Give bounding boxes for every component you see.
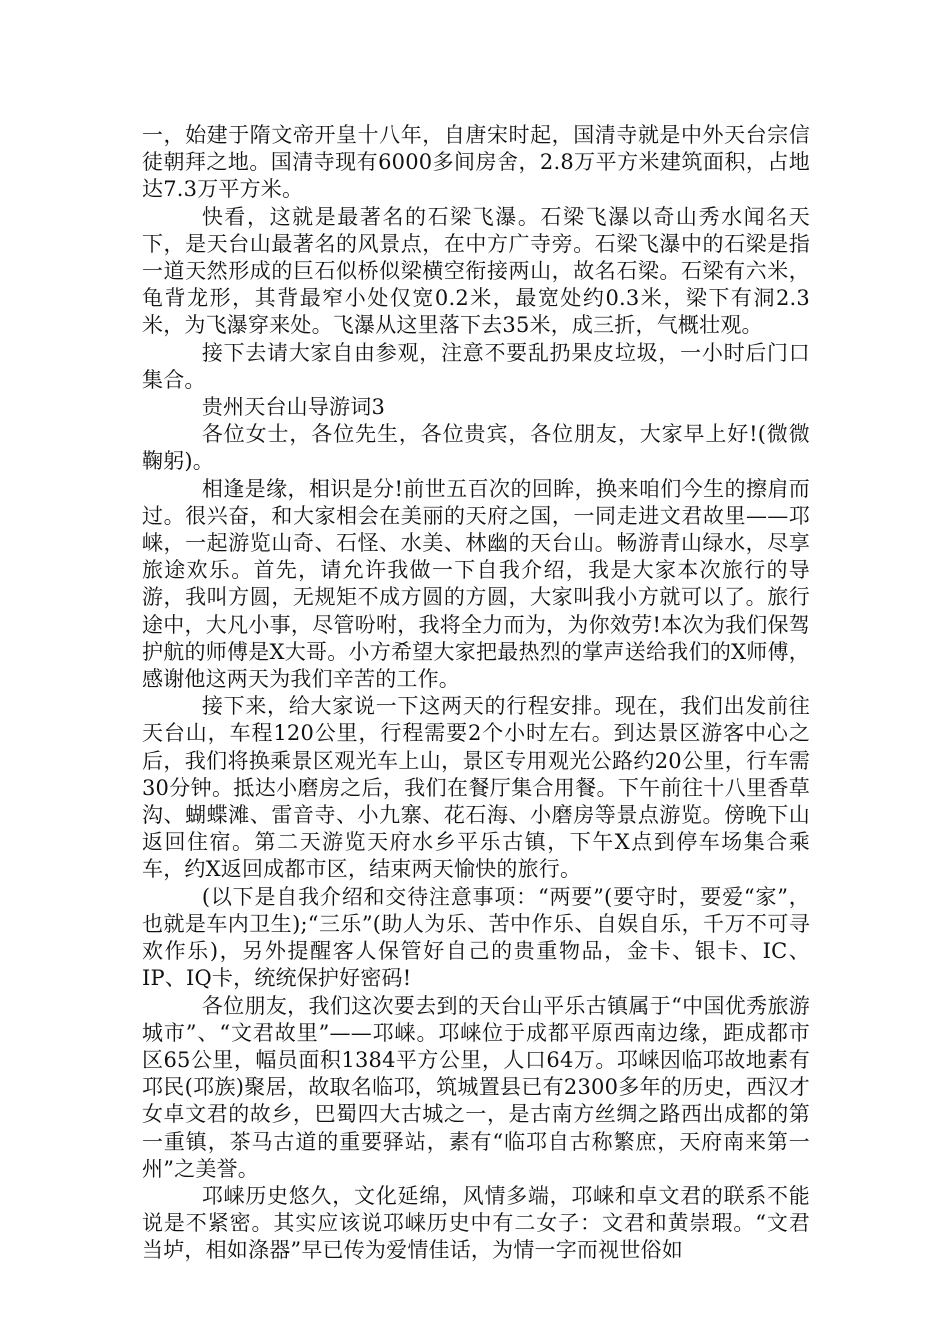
document-body <box>142 122 810 1265</box>
paragraph-6: 相逢是缘，相识是分!前世五百次的回眸，换来咱们今生的擦肩而过。很兴奋，和大家相会在美丽的天府之国，一同走进文君故里——邛崃，一起游览山奇、石怪、水美、林幽的天台山。畅游青山绿水，尽享旅途欢乐。首先，请允许我做一下自我介绍，我是大家本次旅行的导游，我叫方圆，无规矩不成方圆的方圆，大家叫我小方就可以了。旅行途中，大凡小事，尽管吩咐，我将全力而为，为你效劳!本次为我们保驾护航的师傅是X大哥。小方希望大家把最热烈的掌声送给我们的X师傅，感谢他这两天为我们辛苦的工作。 <box>142 476 810 692</box>
paragraph-8: (以下是自我介绍和交待注意事项：“两要”(要守时，要爱“家”，也就是车内卫生);“三乐”(助人为乐、苦中作乐、自娱自乐，千万不可寻欢作乐)，另外提醒客人保管好自己的贵重物品，金卡、银卡、IC、IP、IQ卡，统统保护好密码! <box>142 884 810 991</box>
paragraph-1: 一，始建于隋文帝开皇十八年，自唐宋时起，国清寺就是中外天台宗信徒朝拜之地。国清寺现有6000多间房舍，2.8万平方米建筑面积，占地达7.3万平方米。 <box>142 123 810 202</box>
paragraph-7: 接下来，给大家说一下这两天的行程安排。现在，我们出发前往天台山，车程120公里，行程需要2个小时左右。到达景区游客中心之后，我们将换乘景区观光车上山，景区专用观光公路约20公里，行车需30分钟。抵达小磨房之后，我们在餐厅集合用餐。下午前往十八里香草沟、蝴蝶滩、雷音寺、小九寨、花石海、小磨房等景点游览。傍晚下山返回住宿。第二天游览天府水乡平乐古镇，下午X点到停车场集合乘车，约X返回成都市区，结束两天愉快的旅行。 <box>142 694 810 882</box>
section-heading: 贵州天台山导游词3 <box>201 395 386 420</box>
paragraph-10: 邛崃历史悠久，文化延绵，风情多端，邛崃和卓文君的联系不能说是不紧密。其实应该说邛崃历史中有二女子：文君和黄崇瑕。“文君当垆，相如涤器”早已传为爱情佳话，为情一字而视世俗如 <box>142 1183 810 1263</box>
paragraph-5: 各位女士，各位先生，各位贵宾，各位朋友，大家早上好!(微微鞠躬)。 <box>142 422 810 474</box>
paragraph-2: 快看，这就是最著名的石梁飞瀑。石梁飞瀑以奇山秀水闻名天下，是天台山最著名的风景点，在中方广寺旁。石梁飞瀑中的石梁是指一道天然形成的巨石似桥似梁横空衔接两山，故名石梁。石梁有六米，龟背龙形，其背最窄小处仅宽0.2米，最宽处约0.3米，梁下有洞2.3米，为飞瀑穿来处。飞瀑从这里落下去35米，成三折，气概壮观。 <box>142 204 810 338</box>
paragraph-3: 接下去请大家自由参观，注意不要乱扔果皮垃圾，一小时后门口集合。 <box>142 340 810 392</box>
paragraph-9: 各位朋友，我们这次要去到的天台山平乐古镇属于“中国优秀旅游城市”、“文君故里”——邛崃。邛崃位于成都平原西南边缘，距成都市区65公里，幅员面积1384平方公里，人口64万。邛崃因临邛故地素有邛民(邛族)聚居，故取名临邛，筑城置县已有2300多年的历史，西汉才女卓文君的故乡，巴蜀四大古城之一，是古南方丝绸之路西出成都的第一重镇，茶马古道的重要驿站，素有“临邛自古称繁庶，天府南来第一州”之美誉。 <box>142 993 810 1181</box>
